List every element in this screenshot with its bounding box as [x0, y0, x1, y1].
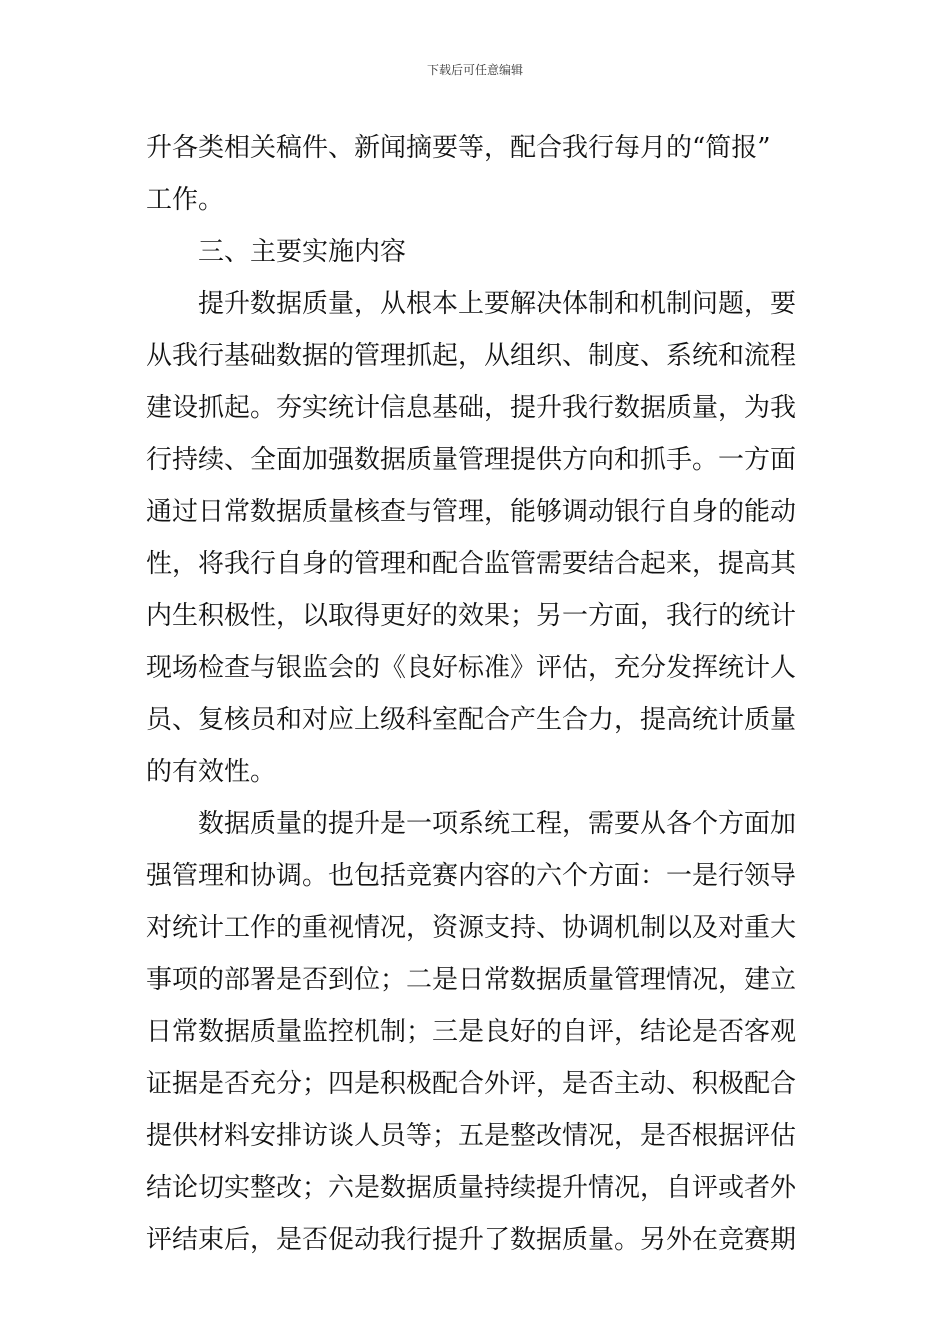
text-line: 员、复核员和对应上级科室配合产生合力，提高统计质量: [146, 705, 797, 735]
text-line: 工作。: [146, 185, 225, 215]
text-line: 行持续、全面加强数据质量管理提供方向和抓手。一方面: [146, 445, 797, 475]
text-line: 日常数据质量监控机制；三是良好的自评，结论是否客观: [146, 1017, 797, 1047]
text-line: 性，将我行自身的管理和配合监管需要结合起来，提高其: [146, 549, 797, 579]
paragraph-start: 提升数据质量，从根本上要解决体制和机制问题，要: [198, 289, 797, 319]
text-line: 强管理和协调。也包括竞赛内容的六个方面：一是行领导: [146, 861, 797, 891]
text-line: 升各类相关稿件、新闻摘要等，配合我行每月的“简报”: [146, 133, 771, 163]
text-line: 评结束后，是否促动我行提升了数据质量。另外在竞赛期: [146, 1225, 797, 1255]
text-line: 通过日常数据质量核查与管理，能够调动银行自身的能动: [146, 497, 797, 527]
page-header: 下载后可任意编辑: [426, 63, 523, 77]
text-line: 从我行基础数据的管理抓起，从组织、制度、系统和流程: [146, 341, 797, 371]
text-line: 对统计工作的重视情况，资源支持、协调机制以及对重大: [146, 913, 797, 943]
text-line: 内生积极性，以取得更好的效果；另一方面，我行的统计: [146, 601, 797, 631]
text-line: 结论切实整改；六是数据质量持续提升情况，自评或者外: [146, 1173, 797, 1203]
section-heading: 三、主要实施内容: [198, 237, 407, 267]
text-line: 证据是否充分；四是积极配合外评，是否主动、积极配合: [146, 1069, 797, 1099]
text-line: 现场检查与银监会的《良好标准》评估，充分发挥统计人: [146, 653, 797, 683]
paragraph-start: 数据质量的提升是一项系统工程，需要从各个方面加: [198, 809, 797, 839]
text-line: 的有效性。: [146, 757, 277, 787]
text-line: 事项的部署是否到位；二是日常数据质量管理情况，建立: [146, 965, 797, 995]
text-line: 建设抓起。夯实统计信息基础，提升我行数据质量，为我: [146, 393, 797, 423]
text-line: 提供材料安排访谈人员等；五是整改情况，是否根据评估: [146, 1121, 797, 1151]
document-body: [146, 122, 806, 1266]
